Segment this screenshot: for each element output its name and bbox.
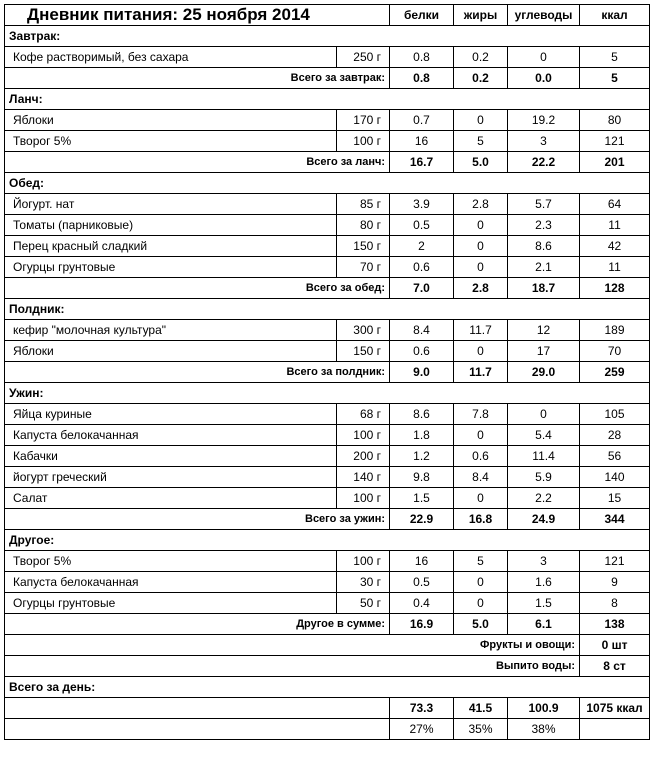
food-carbs: 2.2 xyxy=(508,488,580,509)
food-row xyxy=(5,593,650,614)
meal-total-carbs: 24.9 xyxy=(508,509,580,530)
food-quantity: 80 г xyxy=(337,215,390,236)
day-percent-spacer xyxy=(5,719,390,740)
food-row xyxy=(5,425,650,446)
meal-total-protein: 16.9 xyxy=(390,614,454,635)
meal-section-row xyxy=(5,299,650,320)
food-kcal: 56 xyxy=(580,446,650,467)
fruits-value: 0 шт xyxy=(580,635,650,656)
meal-total-carbs: 18.7 xyxy=(508,278,580,299)
food-carbs: 3 xyxy=(508,551,580,572)
meal-total-protein: 22.9 xyxy=(390,509,454,530)
food-fat: 7.8 xyxy=(454,404,508,425)
meal-total-label: Другое в сумме: xyxy=(5,614,390,635)
food-fat: 5 xyxy=(454,131,508,152)
meal-section-row xyxy=(5,89,650,110)
day-total-protein: 73.3 xyxy=(390,698,454,719)
food-fat: 2.8 xyxy=(454,194,508,215)
food-carbs: 2.1 xyxy=(508,257,580,278)
food-kcal: 80 xyxy=(580,110,650,131)
food-fat: 0 xyxy=(454,488,508,509)
food-name: йогурт греческий xyxy=(5,467,337,488)
food-quantity: 70 г xyxy=(337,257,390,278)
food-row xyxy=(5,257,650,278)
meal-total-row xyxy=(5,362,650,383)
meal-total-fat: 11.7 xyxy=(454,362,508,383)
diary-table xyxy=(4,4,650,740)
meal-section-title: Ланч: xyxy=(5,89,650,110)
food-protein: 0.7 xyxy=(390,110,454,131)
food-row xyxy=(5,572,650,593)
meal-section-title: Обед: xyxy=(5,173,650,194)
header-kcal: ккал xyxy=(580,5,650,26)
meal-total-kcal: 138 xyxy=(580,614,650,635)
food-quantity: 140 г xyxy=(337,467,390,488)
food-kcal: 11 xyxy=(580,257,650,278)
food-carbs: 1.6 xyxy=(508,572,580,593)
food-quantity: 250 г xyxy=(337,47,390,68)
header-protein: белки xyxy=(390,5,454,26)
food-fat: 0.2 xyxy=(454,47,508,68)
food-carbs: 11.4 xyxy=(508,446,580,467)
food-name: Капуста белокачанная xyxy=(5,572,337,593)
header-fat: жиры xyxy=(454,5,508,26)
food-protein: 16 xyxy=(390,131,454,152)
food-fat: 8.4 xyxy=(454,467,508,488)
food-protein: 0.4 xyxy=(390,593,454,614)
page-title: Дневник питания: 25 ноября 2014 xyxy=(5,5,390,26)
food-name: кефир "молочная культура" xyxy=(5,320,337,341)
food-row xyxy=(5,236,650,257)
meal-total-fat: 5.0 xyxy=(454,152,508,173)
meal-total-row xyxy=(5,152,650,173)
food-name: Огурцы грунтовые xyxy=(5,593,337,614)
food-fat: 0 xyxy=(454,215,508,236)
food-carbs: 5.4 xyxy=(508,425,580,446)
food-fat: 0 xyxy=(454,425,508,446)
meal-section-row xyxy=(5,530,650,551)
meal-total-kcal: 259 xyxy=(580,362,650,383)
food-name: Кабачки xyxy=(5,446,337,467)
food-quantity: 30 г xyxy=(337,572,390,593)
meal-total-carbs: 22.2 xyxy=(508,152,580,173)
food-kcal: 70 xyxy=(580,341,650,362)
day-carbs-percent: 38% xyxy=(508,719,580,740)
food-kcal: 15 xyxy=(580,488,650,509)
meal-total-label: Всего за ланч: xyxy=(5,152,390,173)
food-quantity: 50 г xyxy=(337,593,390,614)
food-carbs: 5.9 xyxy=(508,467,580,488)
food-kcal: 11 xyxy=(580,215,650,236)
food-quantity: 68 г xyxy=(337,404,390,425)
day-total-kcal: 1075 ккал xyxy=(580,698,650,719)
water-value: 8 ст xyxy=(580,656,650,677)
meal-total-carbs: 29.0 xyxy=(508,362,580,383)
meal-section-title: Другое: xyxy=(5,530,650,551)
food-protein: 8.4 xyxy=(390,320,454,341)
water-row xyxy=(5,656,650,677)
food-row xyxy=(5,194,650,215)
meal-total-protein: 0.8 xyxy=(390,68,454,89)
food-row xyxy=(5,446,650,467)
meal-total-label: Всего за завтрак: xyxy=(5,68,390,89)
food-protein: 0.8 xyxy=(390,47,454,68)
meal-section-title: Полдник: xyxy=(5,299,650,320)
food-diary xyxy=(4,4,649,740)
food-quantity: 85 г xyxy=(337,194,390,215)
meal-section-row xyxy=(5,26,650,47)
day-total-title: Всего за день: xyxy=(5,677,650,698)
food-row xyxy=(5,488,650,509)
food-quantity: 200 г xyxy=(337,446,390,467)
food-name: Томаты (парниковые) xyxy=(5,215,337,236)
meal-total-fat: 16.8 xyxy=(454,509,508,530)
food-quantity: 100 г xyxy=(337,131,390,152)
food-kcal: 9 xyxy=(580,572,650,593)
day-total-carbs: 100.9 xyxy=(508,698,580,719)
food-name: Йогурт. нат xyxy=(5,194,337,215)
header-row xyxy=(5,5,650,26)
food-kcal: 140 xyxy=(580,467,650,488)
food-name: Творог 5% xyxy=(5,131,337,152)
food-protein: 0.5 xyxy=(390,572,454,593)
food-quantity: 100 г xyxy=(337,551,390,572)
food-quantity: 300 г xyxy=(337,320,390,341)
day-total-spacer xyxy=(5,698,390,719)
food-kcal: 28 xyxy=(580,425,650,446)
food-quantity: 170 г xyxy=(337,110,390,131)
meal-total-label: Всего за полдник: xyxy=(5,362,390,383)
meal-section-row xyxy=(5,173,650,194)
meal-section-title: Ужин: xyxy=(5,383,650,404)
food-name: Капуста белокачанная xyxy=(5,425,337,446)
food-name: Яйца куриные xyxy=(5,404,337,425)
meal-section-title: Завтрак: xyxy=(5,26,650,47)
day-total-fat: 41.5 xyxy=(454,698,508,719)
day-fat-percent: 35% xyxy=(454,719,508,740)
fruits-label: Фрукты и овощи: xyxy=(5,635,580,656)
food-protein: 1.2 xyxy=(390,446,454,467)
food-carbs: 8.6 xyxy=(508,236,580,257)
meal-total-label: Всего за ужин: xyxy=(5,509,390,530)
meal-total-carbs: 0.0 xyxy=(508,68,580,89)
meal-total-protein: 9.0 xyxy=(390,362,454,383)
day-percent-row xyxy=(5,719,650,740)
water-label: Выпито воды: xyxy=(5,656,580,677)
header-carbs: углеводы xyxy=(508,5,580,26)
food-name: Кофе растворимый, без сахара xyxy=(5,47,337,68)
day-total-title-row xyxy=(5,677,650,698)
food-row xyxy=(5,551,650,572)
food-quantity: 100 г xyxy=(337,488,390,509)
meal-total-kcal: 5 xyxy=(580,68,650,89)
food-protein: 0.5 xyxy=(390,215,454,236)
meal-section-row xyxy=(5,383,650,404)
food-protein: 8.6 xyxy=(390,404,454,425)
food-fat: 0 xyxy=(454,593,508,614)
food-protein: 16 xyxy=(390,551,454,572)
food-fat: 0 xyxy=(454,110,508,131)
food-fat: 0 xyxy=(454,236,508,257)
meal-total-row xyxy=(5,68,650,89)
meal-total-kcal: 201 xyxy=(580,152,650,173)
food-protein: 1.5 xyxy=(390,488,454,509)
meal-total-carbs: 6.1 xyxy=(508,614,580,635)
meal-total-fat: 0.2 xyxy=(454,68,508,89)
food-quantity: 150 г xyxy=(337,236,390,257)
food-quantity: 150 г xyxy=(337,341,390,362)
day-total-row xyxy=(5,698,650,719)
food-row xyxy=(5,215,650,236)
food-row xyxy=(5,341,650,362)
food-carbs: 2.3 xyxy=(508,215,580,236)
food-carbs: 19.2 xyxy=(508,110,580,131)
food-fat: 0 xyxy=(454,572,508,593)
day-kcal-percent-empty xyxy=(580,719,650,740)
food-kcal: 121 xyxy=(580,551,650,572)
food-row xyxy=(5,404,650,425)
food-fat: 0 xyxy=(454,257,508,278)
food-name: Огурцы грунтовые xyxy=(5,257,337,278)
food-name: Творог 5% xyxy=(5,551,337,572)
food-carbs: 12 xyxy=(508,320,580,341)
food-row xyxy=(5,110,650,131)
food-kcal: 42 xyxy=(580,236,650,257)
food-carbs: 17 xyxy=(508,341,580,362)
food-quantity: 100 г xyxy=(337,425,390,446)
meal-total-kcal: 344 xyxy=(580,509,650,530)
food-fat: 0 xyxy=(454,341,508,362)
food-protein: 3.9 xyxy=(390,194,454,215)
meal-total-label: Всего за обед: xyxy=(5,278,390,299)
meal-total-row xyxy=(5,614,650,635)
food-protein: 0.6 xyxy=(390,341,454,362)
food-protein: 0.6 xyxy=(390,257,454,278)
food-name: Перец красный сладкий xyxy=(5,236,337,257)
food-fat: 0.6 xyxy=(454,446,508,467)
food-row xyxy=(5,131,650,152)
meal-total-protein: 16.7 xyxy=(390,152,454,173)
food-kcal: 8 xyxy=(580,593,650,614)
food-kcal: 5 xyxy=(580,47,650,68)
meal-total-protein: 7.0 xyxy=(390,278,454,299)
food-row xyxy=(5,320,650,341)
food-carbs: 0 xyxy=(508,404,580,425)
food-row xyxy=(5,47,650,68)
food-protein: 1.8 xyxy=(390,425,454,446)
food-carbs: 1.5 xyxy=(508,593,580,614)
food-kcal: 64 xyxy=(580,194,650,215)
meal-total-fat: 2.8 xyxy=(454,278,508,299)
food-protein: 9.8 xyxy=(390,467,454,488)
food-carbs: 3 xyxy=(508,131,580,152)
food-protein: 2 xyxy=(390,236,454,257)
meal-total-row xyxy=(5,509,650,530)
food-carbs: 0 xyxy=(508,47,580,68)
meal-total-fat: 5.0 xyxy=(454,614,508,635)
food-carbs: 5.7 xyxy=(508,194,580,215)
food-fat: 5 xyxy=(454,551,508,572)
day-protein-percent: 27% xyxy=(390,719,454,740)
food-name: Яблоки xyxy=(5,110,337,131)
food-kcal: 105 xyxy=(580,404,650,425)
food-kcal: 121 xyxy=(580,131,650,152)
food-row xyxy=(5,467,650,488)
meal-total-kcal: 128 xyxy=(580,278,650,299)
fruits-row xyxy=(5,635,650,656)
food-name: Яблоки xyxy=(5,341,337,362)
food-kcal: 189 xyxy=(580,320,650,341)
food-name: Салат xyxy=(5,488,337,509)
food-fat: 11.7 xyxy=(454,320,508,341)
meal-total-row xyxy=(5,278,650,299)
